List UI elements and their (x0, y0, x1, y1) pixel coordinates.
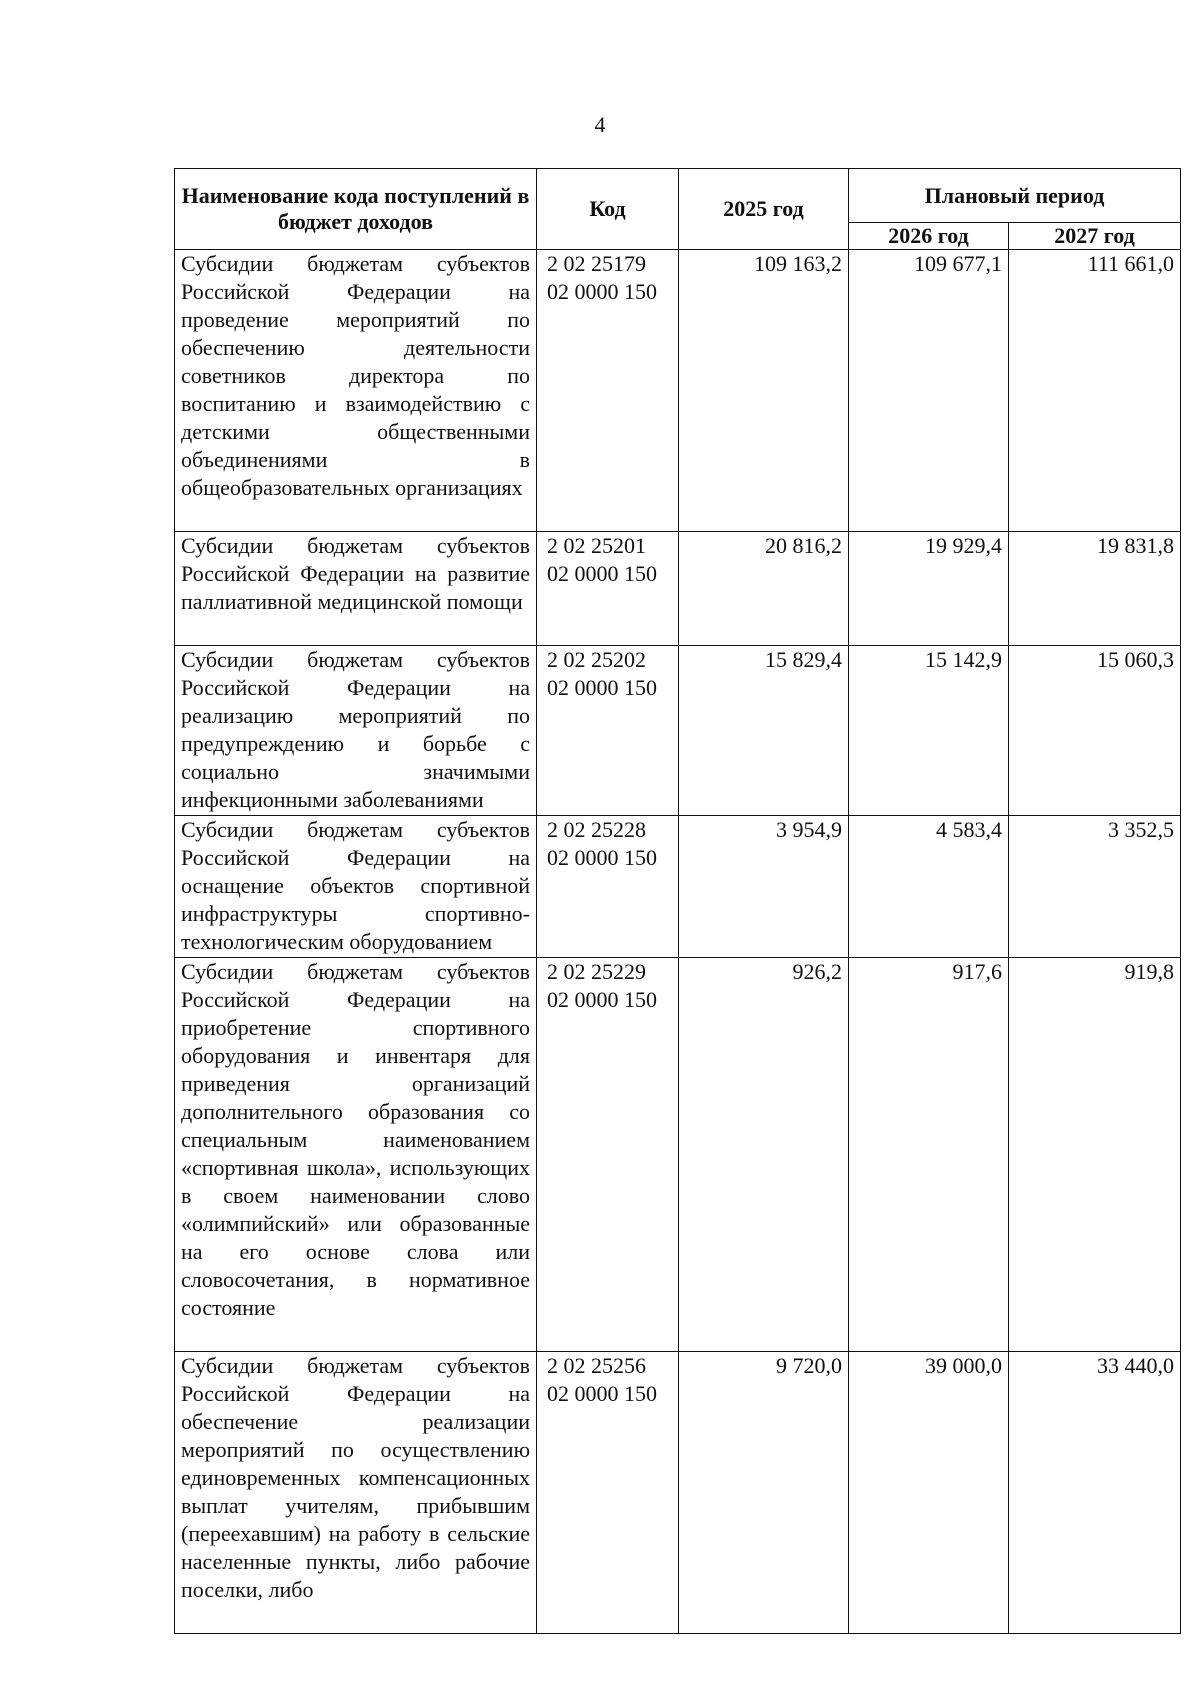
row-name: Субсидии бюджетам субъектов Российской Федерации на развитие паллиативной медицинской помощи (175, 532, 537, 646)
row-name: Субсидии бюджетам субъектов Российской Федерации на приобретение спортивного оборудования и инвентаря для приведения организаций дополнительного образования со специальным наименованием «спортивная школа», использующих в своем наименовании слово «олимпийский» или образованные на его основе слова или словосочетания, в нормативное состояние (175, 958, 537, 1352)
row-value-2027: 19 831,8 (1009, 532, 1181, 646)
row-code: 2 02 25228 02 0000 150 (537, 816, 679, 958)
row-value-2026: 15 142,9 (849, 646, 1009, 816)
row-value-2025: 926,2 (679, 958, 849, 1352)
budget-revenue-table (174, 168, 1181, 1634)
row-value-2026: 39 000,0 (849, 1352, 1009, 1634)
row-value-2026: 917,6 (849, 958, 1009, 1352)
row-value-2027: 3 352,5 (1009, 816, 1181, 958)
row-value-2025: 9 720,0 (679, 1352, 849, 1634)
header-2026: 2026 год (849, 223, 1009, 250)
row-name: Субсидии бюджетам субъектов Российской Федерации на реализацию мероприятий по предупреждению и борьбе с социально значимыми инфекционными заболеваниями (175, 646, 537, 816)
header-planned-period: Плановый период (849, 169, 1181, 223)
header-name: Наименование кода поступлений в бюджет доходов (175, 169, 537, 250)
row-value-2025: 109 163,2 (679, 250, 849, 532)
row-value-2027: 33 440,0 (1009, 1352, 1181, 1634)
row-value-2027: 15 060,3 (1009, 646, 1181, 816)
header-2025: 2025 год (679, 169, 849, 250)
row-code: 2 02 25202 02 0000 150 (537, 646, 679, 816)
row-name: Субсидии бюджетам субъектов Российской Федерации на обеспечение реализации мероприятий по осуществлению единовременных компенсационных выплат учителям, прибывшим (переехавшим) на работу в сельские населенные пункты, либо рабочие поселки, либо (175, 1352, 537, 1634)
row-name: Субсидии бюджетам субъектов Российской Федерации на оснащение объектов спортивной инфраструктуры спортивно-технологическим оборудованием (175, 816, 537, 958)
row-code: 2 02 25179 02 0000 150 (537, 250, 679, 532)
row-value-2026: 109 677,1 (849, 250, 1009, 532)
header-code: Код (537, 169, 679, 250)
row-code: 2 02 25256 02 0000 150 (537, 1352, 679, 1634)
table-row (175, 532, 1181, 646)
table-row (175, 816, 1181, 958)
page-number: 4 (594, 112, 606, 137)
table-row (175, 250, 1181, 532)
row-value-2025: 20 816,2 (679, 532, 849, 646)
row-value-2026: 4 583,4 (849, 816, 1009, 958)
header-2027: 2027 год (1009, 223, 1181, 250)
row-value-2025: 15 829,4 (679, 646, 849, 816)
row-value-2026: 19 929,4 (849, 532, 1009, 646)
row-value-2025: 3 954,9 (679, 816, 849, 958)
row-name: Субсидии бюджетам субъектов Российской Федерации на проведение мероприятий по обеспечению деятельности советников директора по воспитанию и взаимодействию с детскими общественными объединениями в общеобразовательных организациях (175, 250, 537, 532)
table-row (175, 646, 1181, 816)
row-value-2027: 919,8 (1009, 958, 1181, 1352)
row-code: 2 02 25201 02 0000 150 (537, 532, 679, 646)
row-code: 2 02 25229 02 0000 150 (537, 958, 679, 1352)
table-row (175, 1352, 1181, 1634)
table-row (175, 958, 1181, 1352)
row-value-2027: 111 661,0 (1009, 250, 1181, 532)
